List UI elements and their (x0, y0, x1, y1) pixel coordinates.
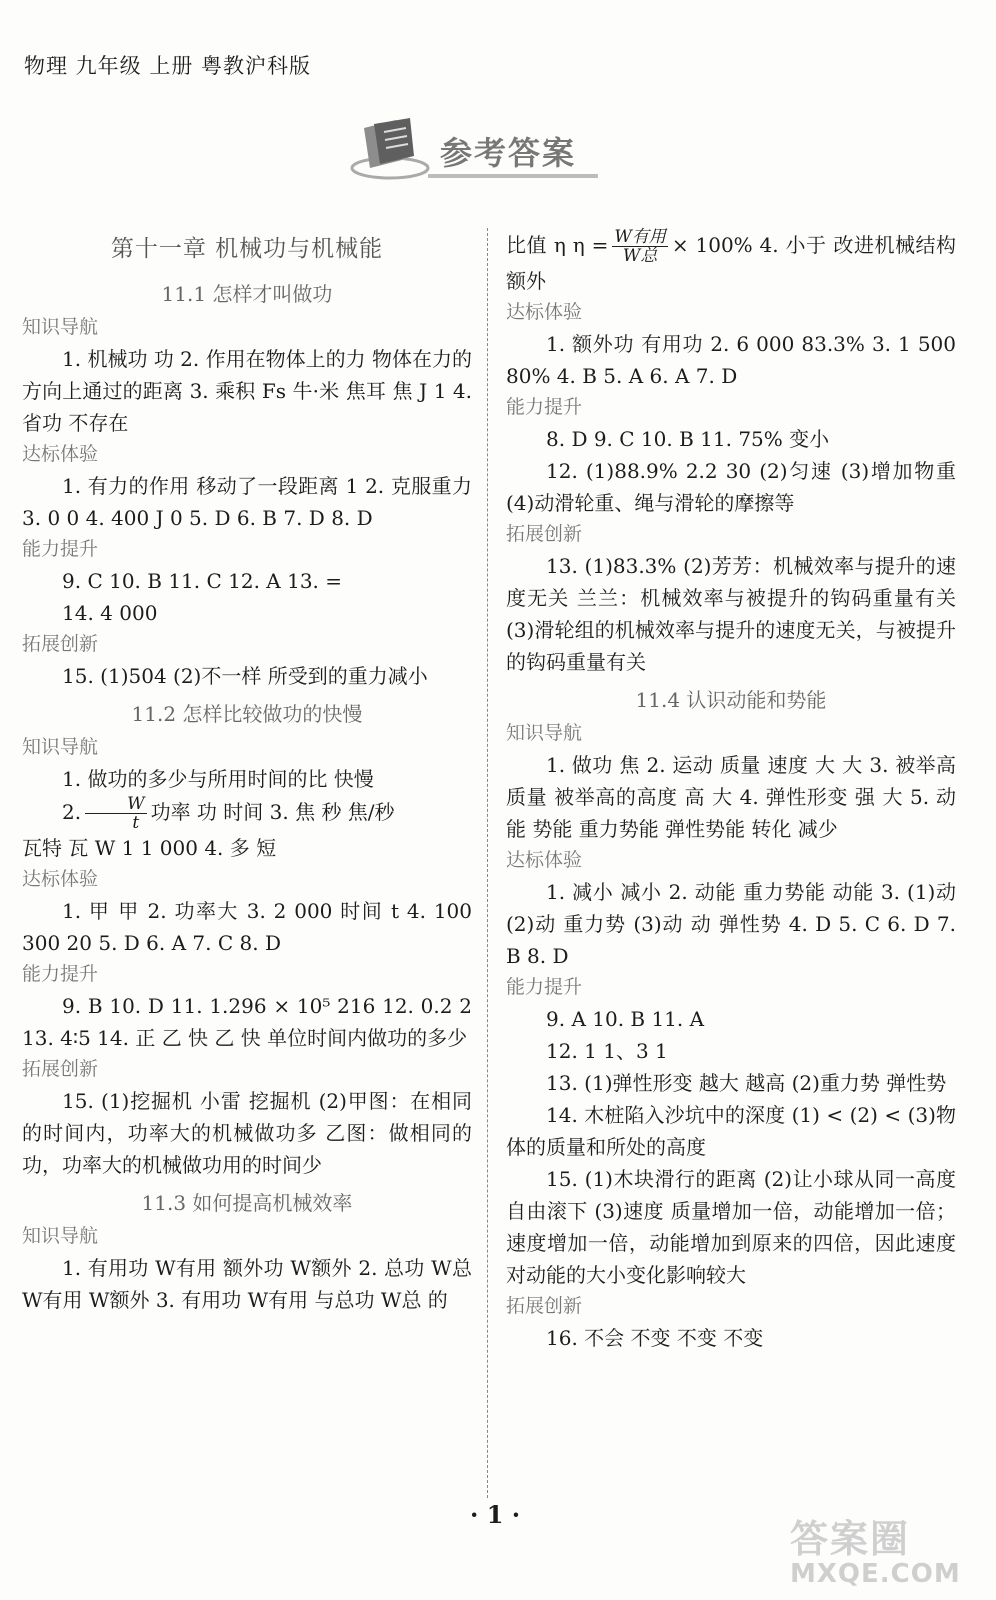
section-title: 11.4 认识动能和势能 (635, 688, 827, 712)
formula-suffix: 功率 功 时间 3. 焦 秒 焦/秒 (150, 800, 395, 824)
subheading: 能力提升 (506, 976, 583, 998)
subheading: 知识导航 (22, 736, 99, 758)
answer-paragraph: 13. (1)83.3% (2)芳芳：机械效率与提升的速度无关 兰兰：机械效率与被提升的钩码重量有关 (3)滑轮组的机械效率与提升的速度无关，与被提升的钩码重量有关 (506, 554, 956, 674)
watermark-text: 答案圈 (790, 1517, 911, 1561)
fraction (85, 795, 146, 832)
answer-paragraph: 14. 木桩陷入沙坑中的深度 (1) < (2) < (3)物体的质量和所处的高度 (506, 1103, 956, 1159)
book-logo-icon (350, 114, 430, 182)
fraction-numerator: W有用 (614, 227, 666, 247)
answer-paragraph: 8. D 9. C 10. B 11. 75% 变小 (546, 427, 830, 451)
answer-paragraph: 15. (1)木块滑行的距离 (2)让小球从同一高度自由滚下 (3)速度 质量增加一倍，动能增加一倍；速度增加一倍，动能增加到原来的四倍，因此速度对动能的大小变化影响较大 (506, 1167, 956, 1287)
section-title: 11.1 怎样才叫做功 (161, 282, 333, 306)
subheading: 达标体验 (22, 868, 99, 890)
answer-paragraph: 9. B 10. D 11. 1.296 × 10⁵ 216 12. 0.2 2 13. 4∶5 14. 正 乙 快 乙 快 单位时间内做功的多少 (22, 994, 472, 1050)
subheading: 能力提升 (22, 538, 99, 560)
answer-paragraph: 瓦特 瓦 W 1 1 000 4. 多 短 (22, 836, 277, 860)
column-divider (487, 228, 488, 1498)
left-column (22, 228, 472, 1316)
answer-paragraph: 1. 额外功 有用功 2. 6 000 83.3% 3. 1 500 80% 4. B 5. A 6. A 7. D (506, 332, 956, 388)
answer-paragraph: 15. (1)挖掘机 小雷 挖掘机 (2)甲图：在相同的时间内，功率大的机械做功多 乙图：做相同的功，功率大的机械做功用的时间少 (22, 1089, 472, 1177)
answer-paragraph: 12. 1 1、3 1 (546, 1039, 668, 1063)
fraction-denominator: t (132, 813, 140, 833)
fraction (612, 228, 667, 265)
formula-prefix: 2. (62, 800, 82, 824)
answer-paragraph: 1. 有力的作用 移动了一段距离 1 2. 克服重力 3. 0 0 4. 400 J 0 5. D 6. B 7. D 8. D (22, 474, 472, 530)
answer-paragraph: 1. 机械功 功 2. 作用在物体上的力 物体在力的方向上通过的距离 3. 乘积 Fs 牛·米 焦耳 焦 J 1 4. 省功 不存在 (22, 347, 472, 435)
subheading: 能力提升 (22, 963, 99, 985)
formula-line (506, 228, 956, 297)
watermark-logo (790, 1508, 980, 1588)
answer-paragraph: 1. 减小 减小 2. 动能 重力势能 动能 3. (1)动 (2)动 重力势 (3)动 动 弹性势 4. D 5. C 6. D 7. B 8. D (506, 880, 956, 968)
subheading: 能力提升 (506, 396, 583, 418)
subheading: 知识导航 (506, 722, 583, 744)
subheading: 达标体验 (506, 301, 583, 323)
banner-underline (428, 174, 598, 178)
subheading: 拓展创新 (506, 523, 583, 545)
right-column (506, 228, 956, 1354)
answer-banner (340, 110, 630, 190)
banner-title: 参考答案 (440, 134, 577, 172)
formula-prefix: 比值 η η = (506, 233, 609, 257)
answer-paragraph: 1. 有用功 W有用 额外功 W额外 2. 总功 W总 W有用 W额外 3. 有用功 W有用 与总功 W总 的 (22, 1256, 472, 1312)
formula-line (22, 795, 472, 832)
section-title: 11.3 如何提高机械效率 (141, 1191, 353, 1215)
chapter-title: 第十一章 机械功与机械能 (110, 236, 384, 262)
answer-paragraph: 1. 甲 甲 2. 功率大 3. 2 000 时间 t 4. 100 300 20 5. D 6. A 7. C 8. D (22, 899, 472, 955)
answer-paragraph: 9. A 10. B 11. A (546, 1007, 705, 1031)
answer-paragraph: 9. C 10. B 11. C 12. A 13. = (62, 569, 343, 593)
answer-paragraph: 15. (1)504 (2)不一样 所受到的重力减小 (62, 664, 428, 688)
watermark-url: MXQE.COM (790, 1559, 961, 1589)
subheading: 拓展创新 (22, 1058, 99, 1080)
subheading: 达标体验 (22, 443, 99, 465)
formula-suffix: × 100% 4. 小于 改进机械结构 额外 (506, 233, 957, 293)
answer-paragraph: 1. 做功 焦 2. 运动 质量 速度 大 大 3. 被举高 质量 被举高的高度 高 大 4. 弹性形变 强 大 5. 动能 势能 重力势能 弹性势能 转化 减少 (506, 753, 956, 841)
answer-paragraph: 16. 不会 不变 不变 不变 (546, 1326, 764, 1350)
subheading: 拓展创新 (506, 1295, 583, 1317)
fraction-numerator: W (85, 795, 146, 814)
subheading: 达标体验 (506, 849, 583, 871)
fraction-denominator: W总 (622, 246, 658, 266)
answer-paragraph: 13. (1)弹性形变 越大 越高 (2)重力势 弹性势 (546, 1071, 947, 1095)
answer-paragraph: 1. 做功的多少与所用时间的比 快慢 (62, 767, 374, 791)
answer-paragraph: 14. 4 000 (62, 601, 158, 625)
subheading: 知识导航 (22, 316, 99, 338)
subheading: 拓展创新 (22, 633, 99, 655)
page-number: · 1 · (470, 1500, 521, 1529)
page-header: 物理 九年级 上册 粤教沪科版 (24, 54, 312, 78)
answer-paragraph: 12. (1)88.9% 2.2 30 (2)匀速 (3)增加物重 (4)动滑轮重、绳与滑轮的摩擦等 (506, 459, 956, 515)
subheading: 知识导航 (22, 1225, 99, 1247)
section-title: 11.2 怎样比较做功的快慢 (131, 702, 363, 726)
